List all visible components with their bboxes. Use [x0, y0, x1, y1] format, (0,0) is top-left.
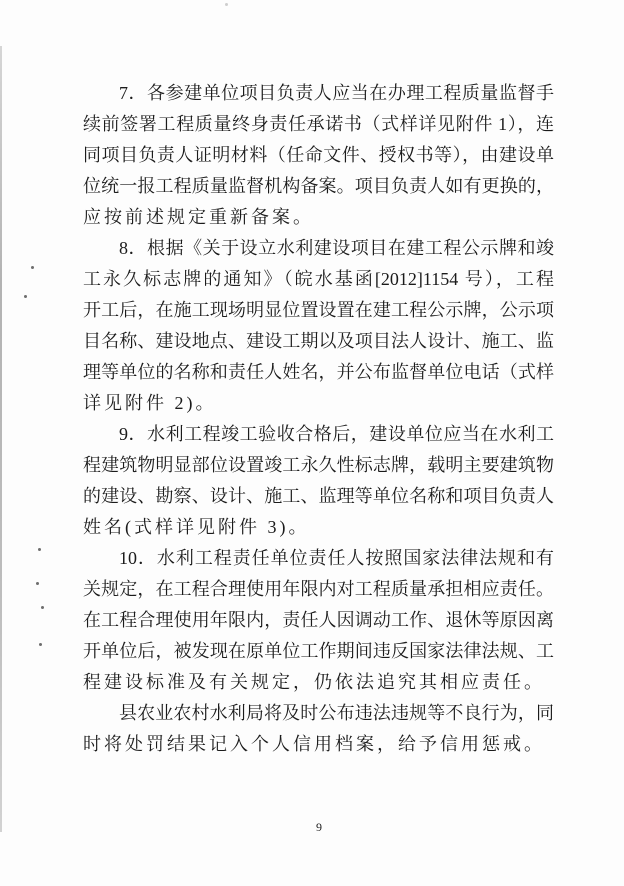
text-line: 10．水利工程责任单位责任人按照国家法律法规和有	[119, 548, 554, 568]
scan-speck	[225, 3, 228, 6]
scan-speck	[31, 266, 34, 269]
text-line: 详见附件 2)。	[83, 393, 217, 413]
text-line: 姓名(式样详见附件 3)。	[83, 517, 310, 537]
paragraph-7	[83, 78, 554, 233]
paragraph-9	[83, 419, 554, 543]
scan-edge-artifact	[0, 46, 2, 832]
text-line: 程建筑物明显部位设置竣工永久性标志牌，载明主要建筑物	[83, 455, 554, 475]
text-line: 理等单位的名称和责任人姓名，并公布监督单位电话（式样	[83, 362, 554, 382]
paragraph-closing	[83, 698, 554, 760]
paragraph-10	[83, 543, 554, 698]
scan-speck	[39, 643, 42, 646]
page-number: 9	[316, 820, 322, 834]
text-line: 县农业农村水利局将及时公布违法违规等不良行为，同	[119, 703, 554, 723]
scan-speck	[36, 582, 39, 585]
paragraph-8	[83, 233, 554, 419]
text-line: 同项目负责人证明材料（任命文件、授权书等），由建设单	[83, 145, 554, 165]
text-line: 9．水利工程竣工验收合格后，建设单位应当在水利工	[119, 424, 554, 444]
text-line: 在工程合理使用年限内，责任人因调动工作、退休等原因离	[83, 610, 554, 630]
text-line: 应按前述规定重新备案。	[83, 207, 314, 227]
text-line: 关规定，在工程合理使用年限内对工程质量承担相应责任。	[83, 579, 554, 599]
text-line: 续前签署工程质量终身责任承诺书（式样详见附件 1），连	[83, 114, 554, 134]
text-line: 工永久标志牌的通知》（皖水基函[2012]1154 号），工程	[83, 269, 554, 289]
scan-speck	[41, 606, 44, 609]
text-line: 开单位后，被发现在原单位工作期间违反国家法律法规、工	[83, 641, 554, 661]
document-body	[83, 78, 554, 760]
text-line: 8．根据《关于设立水利建设项目在建工程公示牌和竣	[119, 238, 554, 258]
text-line: 目名称、建设地点、建设工期以及项目法人设计、施工、监	[83, 331, 554, 351]
scan-speck	[24, 295, 27, 298]
text-line: 位统一报工程质量监督机构备案。项目负责人如有更换的，	[83, 176, 554, 196]
text-line: 的建设、勘察、设计、施工、监理等单位名称和项目负责人	[83, 486, 554, 506]
text-line: 7．各参建单位项目负责人应当在办理工程质量监督手	[119, 83, 554, 103]
text-line: 程建设标准及有关规定，仍依法追究其相应责任。	[83, 672, 545, 692]
scan-speck	[38, 548, 41, 551]
text-line: 开工后，在施工现场明显位置设置在建工程公示牌，公示项	[83, 300, 554, 320]
text-line: 时将处罚结果记入个人信用档案，给予信用惩戒。	[83, 734, 545, 754]
